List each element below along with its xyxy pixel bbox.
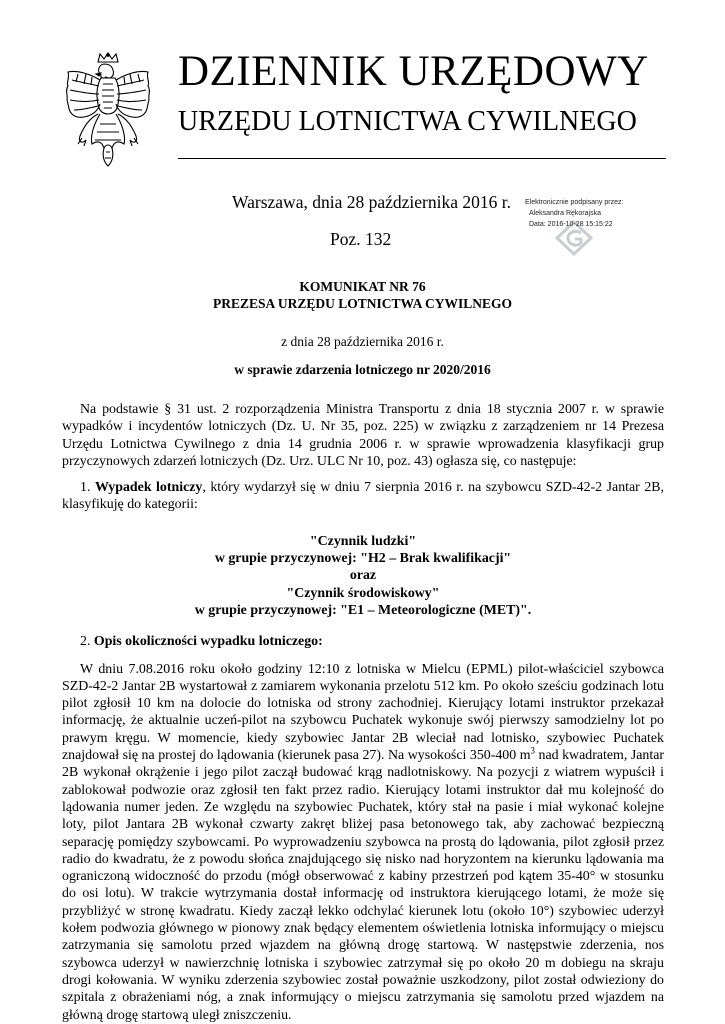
point-1-paragraph xyxy=(62,479,664,514)
masthead-subtitle: URZĘDU LOTNICTWA CYWILNEGO xyxy=(178,106,637,137)
description-text-part2: nad kwadratem, Jantar 2B wykonał okrążenie i jego pilot zaczął budować krąg nadlotniskowy. Na pozycji z wiatrem wypuścił i zablokował podwozie oraz zgłosił ten fakt przez radio. Kierujący lotami instruktor dał mu kolejność do lądowania numer jeden. Ze względu na szybowiec Puchatek, który stał na pasie i miał wykonać kolejne loty, pilot Jantara 2B wykonał czwarty zakręt bliżej pasa betonowego tak, aby zachować bezpieczną separację pomiędzy szybowcami. Po wyprowadzeniu szybowca na prostą do lądowania, pilot zgłosił przez radio do kwadratu, że z powodu słońca znajdującego się nisko nad horyzontem na kierunku lądowania ma ograniczoną widoczność do przodu (mógł obserwować z kabiny przestrzeń pod kątem 35-40° w stosunku do osi lotu). W trakcie wytrzymania dostał informację od instruktora kierującego lotami, że może się przybliżyć w stronę kwadratu. Kiedy zaczął lekko odchylać kierunek lotu (około 10°) szybowiec uderzył kołem podwozia głównego w pionowy znak będący elementem oświetlenia lotniska informujący o miejscu zatrzymania się samolotu przed wjazdem na główną drogę startową. W następstwie zderzenia, nos szybowca uderzył w nawierzchnię lotniska i szybowiec zatrzymał się po około 20 m dobiegu na skraju drogi kołowania. W wyniku zderzenia szybowiec został poważnie uszkodzony, pilot został odwieziony do szpitala z obrażeniami nóg, a znak informujący o miejscu zatrzymania się samolotu przed wjazdem na główną drogę startową uległ zniszczeniu. xyxy=(62,748,664,1023)
electronic-signature xyxy=(525,197,655,257)
point-2-number: 2. xyxy=(80,634,91,650)
description-text-part1: W dniu 7.08.2016 roku około godziny 12:10 z lotniska w Mielcu (EPML) pilot-właściciel szybowca SZD-42-2 Jantar 2B wystartował z zamiarem wykonania przelotu 512 km. Po około sześciu godzinach lotu pilot zgłosił 10 km na dolocie do lotniska od strony zachodniej. Kierujący lotami instruktor przekazał informację, że aktualnie uczeń-pilot na szybowcu Puchatek wykonuje swój pierwszy samodzielny lot po prawym kręgu. W momencie, kiedy szybowiec Jantar 2B wleciał nad lotnisko, szybowiec Puchatek znajdował się na prostej do lądowania (kierunek pasa 27). Na wysokości 350-400 m xyxy=(62,661,664,764)
point-2-heading-line xyxy=(62,633,664,650)
polish-eagle-emblem-icon xyxy=(60,52,156,168)
masthead-divider xyxy=(178,158,666,159)
classification-line: oraz xyxy=(349,568,377,584)
classification-line: "Czynnik środowiskowy" xyxy=(286,585,440,601)
issue-date: Warszawa, dnia 28 października 2016 r. xyxy=(232,192,511,212)
document-title: KOMUNIKAT NR 76 xyxy=(299,279,426,294)
description-superscript: 3 xyxy=(530,745,536,756)
point-1-heading: Wypadek lotniczy xyxy=(94,480,203,496)
point-1-text: , który wydarzył się w dniu 7 sierpnia 2016 r. na szybowcu SZD-42-2 Jantar 2B, klasyfikuję do kategorii: xyxy=(62,480,664,513)
classification-block xyxy=(62,533,664,619)
document-body xyxy=(62,401,664,1024)
point-2-heading: Opis okoliczności wypadku lotniczego: xyxy=(93,634,323,650)
document-subject: w sprawie zdarzenia lotniczego nr 2020/2016 xyxy=(234,362,491,377)
point-1-number: 1. xyxy=(80,480,91,496)
classification-line: w grupie przyczynowej: "E1 – Meteorologiczne (MET)". xyxy=(194,602,532,618)
signature-label: Elektronicznie podpisany przez: xyxy=(525,199,624,206)
classification-line: w grupie przyczynowej: "H2 – Brak kwalifikacji" xyxy=(214,551,512,567)
signature-name: Aleksandra Rękorajska xyxy=(529,210,601,217)
classification-line: "Czynnik ludzki" xyxy=(309,533,417,549)
document-issuer: PREZESA URZĘDU LOTNICTWA CYWILNEGO xyxy=(213,296,512,311)
signature-date: Data: 2016-10-28 15:15:22 xyxy=(529,221,613,228)
document-date: z dnia 28 października 2016 r. xyxy=(281,334,444,349)
position-number: Poz. 132 xyxy=(330,229,392,249)
masthead-title: DZIENNIK URZĘDOWY xyxy=(178,48,649,95)
intro-paragraph: Na podstawie § 31 ust. 2 rozporządzenia Ministra Transportu z dnia 18 stycznia 2007 r. w sprawie wypadków i incydentów lotniczych (Dz. U. Nr 35, poz. 225) w związku z zarządzeniem nr 14 Prezesa Urzędu Lotnictwa Cywilnego z dnia 14 grudnia 2006 r. w sprawie wprowadzenia klasyfikacji grup przyczynowych zdarzeń lotniczych (Dz. Urz. ULC Nr 10, poz. 43) ogłasza się, co następuje: xyxy=(62,402,664,469)
description-paragraph xyxy=(62,661,664,1024)
